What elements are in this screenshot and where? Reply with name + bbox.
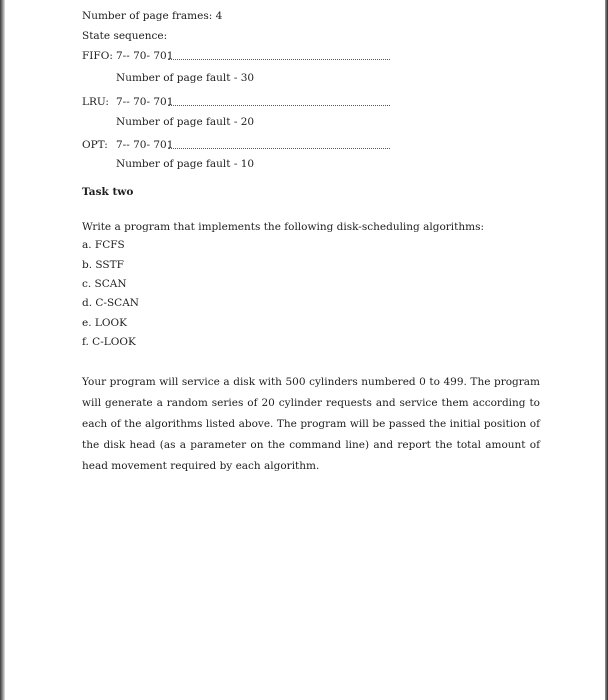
lru-sequence: 7-- 70- 701 bbox=[116, 96, 174, 108]
opt-label: OPT: bbox=[82, 139, 108, 151]
algorithm-item: f. C-LOOK bbox=[82, 336, 136, 348]
task-two-heading: Task two bbox=[82, 186, 134, 198]
opt-sequence: 7-- 70- 701 bbox=[116, 139, 174, 151]
opt-page-fault: Number of page fault - 10 bbox=[116, 158, 255, 170]
algorithm-item: d. C-SCAN bbox=[82, 297, 139, 309]
algorithm-item: a. FCFS bbox=[82, 239, 125, 251]
fifo-sequence: 7-- 70- 701 bbox=[116, 50, 174, 62]
lru-dotted-leader bbox=[168, 103, 390, 106]
opt-dotted-leader bbox=[168, 146, 390, 149]
lru-page-fault: Number of page fault - 20 bbox=[116, 116, 255, 128]
algorithm-item: c. SCAN bbox=[82, 278, 127, 290]
description-paragraph: Your program will service a disk with 500 cylinders numbered 0 to 499. The program will generate a random series of 20 cylinder requests and service them according to each of the algorithms listed above. The program will be passed the initial position of the disk head (as a parameter on the command line) and report the total amount of head movement required by each algorithm. bbox=[82, 376, 540, 472]
task-intro: Write a program that implements the following disk-scheduling algorithms: bbox=[82, 221, 485, 233]
fifo-label: FIFO: bbox=[82, 50, 113, 62]
state-sequence-label: State sequence: bbox=[82, 30, 168, 42]
lru-label: LRU: bbox=[82, 96, 109, 108]
fifo-page-fault: Number of page fault - 30 bbox=[116, 72, 255, 84]
fifo-dotted-leader bbox=[168, 57, 390, 60]
page-left-edge bbox=[0, 0, 5, 700]
algorithm-item: b. SSTF bbox=[82, 259, 124, 271]
algorithm-item: e. LOOK bbox=[82, 317, 127, 329]
page-frames-line: Number of page frames: 4 bbox=[82, 10, 223, 22]
